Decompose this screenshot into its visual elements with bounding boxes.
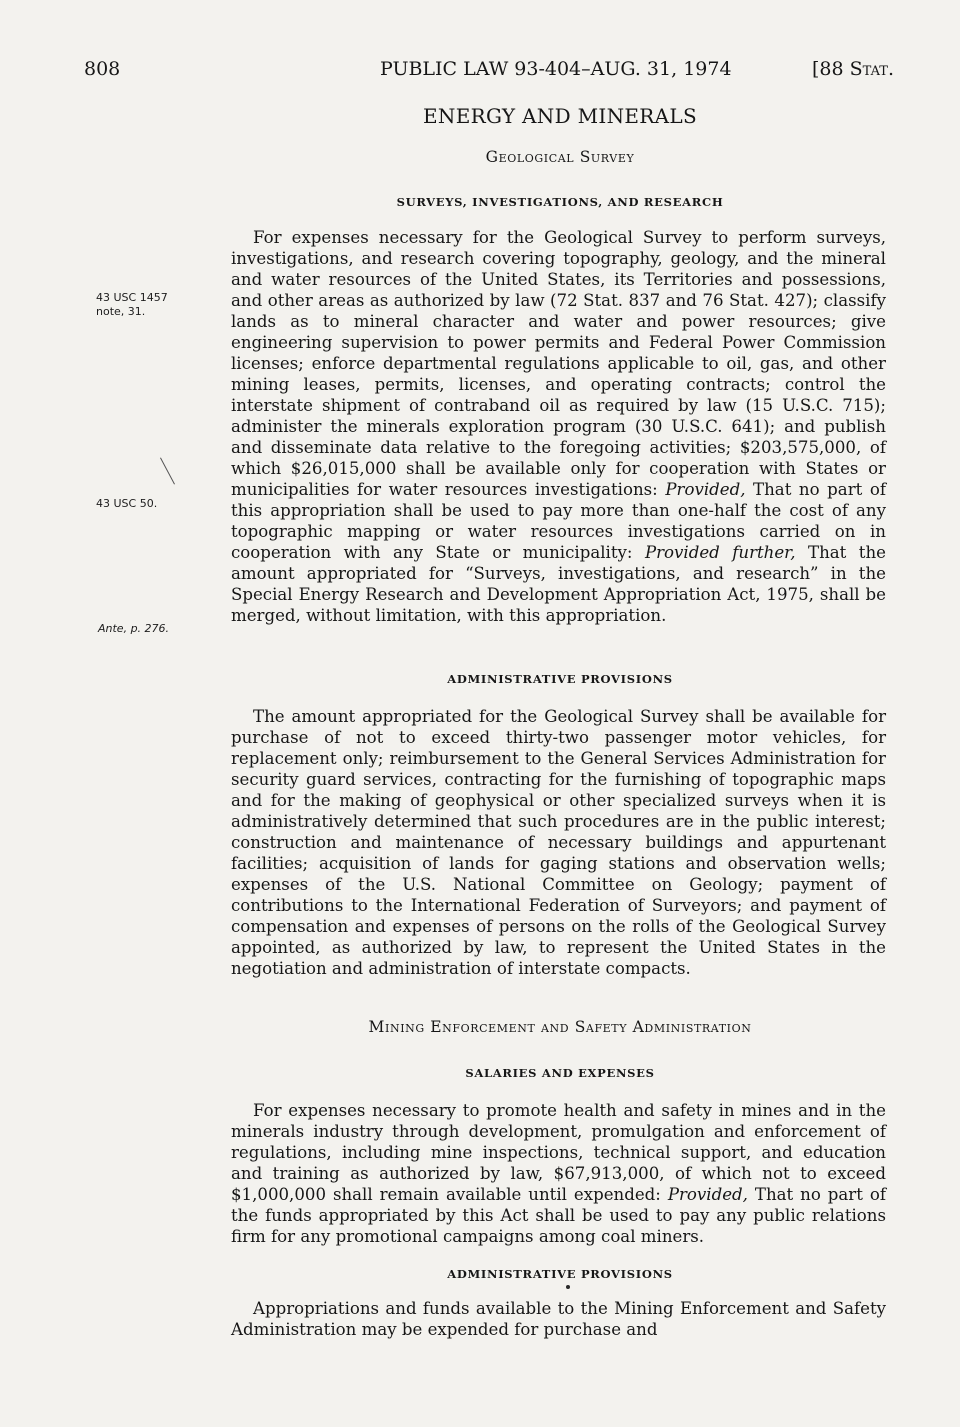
text-run: That no part of the funds appropriated by this Act shall be used to pay any public relations firm for any promotional campaigns among coal miners. (231, 1185, 886, 1246)
paragraph-administrative-2 (231, 1298, 886, 1340)
paragraph-administrative (231, 706, 886, 979)
paragraph-text: The amount appropriated for the Geological Survey shall be available for purchase of not to exceed thirty-two passenger motor vehicles, for replacement only; reimbursement to the General Services Administration for security guard services, contracting for the furnishing of topographic maps and for the making of geophysical or other specialized surveys when it is administratively determined that such procedures are in the public interest; construction and maintenance of necessary buildings and appurtenant facilities; acquisition of lands for gaging stations and observation wells; expenses of the U.S. National Committee on Geology; payment of contributions to the International Federation of Surveyors; and payment of compensation and expenses of persons on the rolls of the Geological Survey appointed, as authorized by law, to represent the United States in the negotiation and administration of interstate compacts. (231, 707, 886, 978)
subheading-surveys: SURVEYS, INVESTIGATIONS, AND RESEARCH (396, 195, 724, 209)
paragraph-text (231, 227, 886, 626)
text-run: That the amount appropriated for “Surveys, investigations, and research” in the Special Energy Research and Development Appropriation Act, 1975, shall be merged, without limitation, with this appropriation. (231, 543, 886, 625)
margin-note-line: 43 USC 1457 (96, 291, 168, 304)
proviso: Provided, (667, 1185, 748, 1204)
running-title: PUBLIC LAW 93-404–AUG. 31, 1974 (380, 58, 732, 80)
paragraph-text (231, 1100, 886, 1247)
margin-note-line: note, 31. (96, 305, 146, 318)
paragraph-text: Appropriations and funds available to the Mining Enforcement and Safety Administration may be expended for purchase and (231, 1299, 886, 1339)
margin-mark (160, 458, 175, 485)
subheading-salaries: SALARIES AND EXPENSES (465, 1066, 655, 1080)
statute-volume: [88 Stat. (812, 58, 894, 80)
paragraph-surveys (231, 227, 886, 626)
proviso-further: Provided further, (644, 543, 796, 562)
margin-note-43-usc-50: 43 USC 50. (96, 497, 158, 510)
print-dot (566, 1285, 570, 1289)
margin-note-43-usc-1457 (96, 291, 168, 319)
paragraph-salaries (231, 1100, 886, 1247)
agency-heading-geological-survey: Geological Survey (485, 148, 635, 166)
text-run: That no part of this appropriation shall be used to pay more than one-half the cost of any topographic mapping or water resources investigations carried on in cooperation with any State or municipality: (231, 480, 886, 562)
proviso: Provided, (665, 480, 746, 499)
section-title: ENERGY AND MINERALS (423, 104, 697, 128)
running-head (84, 58, 894, 86)
text-run: For expenses necessary for the Geological Survey to perform surveys, investigations, and research covering topography, geology, and the mineral and water resources of the United States, its Territories and possessions, and other areas as authorized by law (72 Stat. 837 and 76 Stat. 427); classify lands as to mineral character and water and power resources; give engineering supervision to power permits and Federal Power Commission licenses; enforce departmental regulations applicable to oil, gas, and other mining leases, permits, licenses, and operating contracts; control the interstate shipment of contraband oil as required by law (15 U.S.C. 715); administer the minerals exploration program (30 U.S.C. 641); and publish and disseminate data relative to the foregoing activities; $203,575,000, of which $26,015,000 shall be available only for cooperation with States or municipalities for water resources investigations: (231, 228, 886, 499)
agency-heading-mining-enforcement: Mining Enforcement and Safety Administration (368, 1018, 752, 1036)
margin-note-ante: Ante, p. 276. (98, 622, 170, 635)
subheading-administrative-provisions: ADMINISTRATIVE PROVISIONS (447, 672, 673, 686)
subheading-administrative-provisions-2: ADMINISTRATIVE PROVISIONS (447, 1267, 673, 1281)
text-run: For expenses necessary to promote health and safety in mines and in the minerals industry through development, promulgation and enforcement of regulations, including mine inspections, technical support, and education and training as authorized by law, $67,913,000, of which not to exceed $1,000,000 shall remain available until expended: (231, 1101, 886, 1204)
page-number: 808 (84, 58, 121, 80)
